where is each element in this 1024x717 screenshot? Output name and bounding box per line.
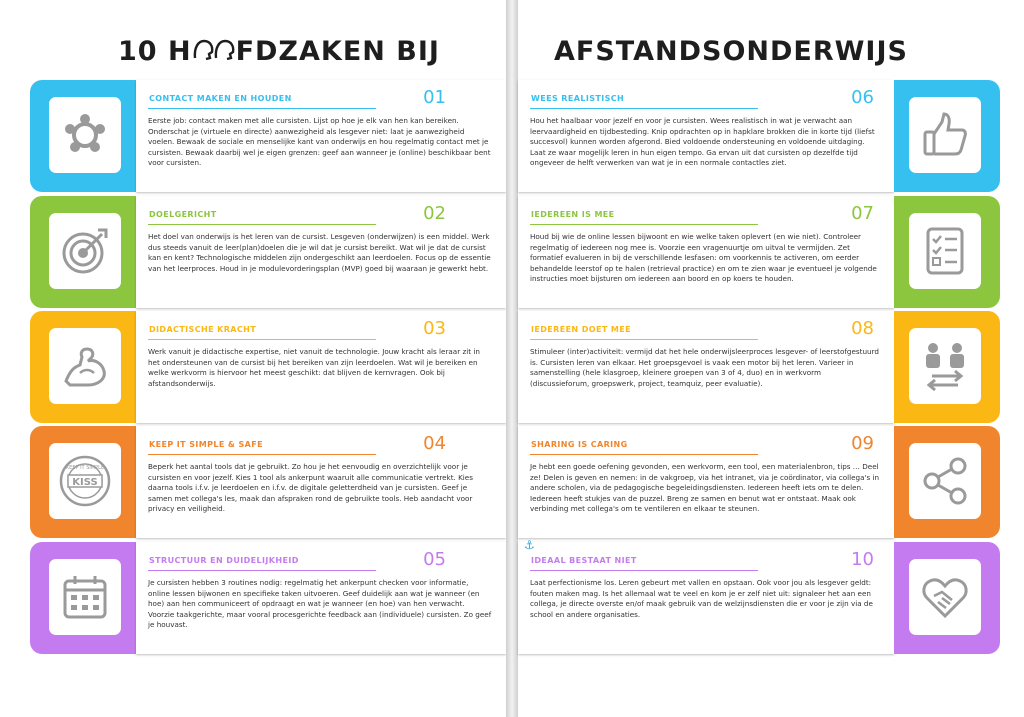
card-heading: IEDEREEN IS MEE: [531, 210, 615, 219]
card-04: [30, 426, 506, 538]
card-text: Je hebt een goede oefening gevonden, een werkvorm, een tool, een materialenbron, tips … Deel ze! Delen is geven en nemen: in de vakgroep, via het intranet, via je coördinator, via collega's in andere scholen, via de pedagogische begeleidingsdiensten. Iedereen heeft iets om te delen. Iedereen heeft stukjes van de puzzel. Breng ze samen en benut wat er ontstaat. Maak ook verbinding met collega's om te ventileren en elkaar te steunen.: [530, 462, 880, 514]
card-08: [518, 311, 1000, 423]
card-tab: [894, 542, 1000, 654]
card-body: [518, 311, 894, 423]
card-heading: STRUCTUUR EN DUIDELIJKHEID: [149, 556, 299, 565]
card-tab: [894, 311, 1000, 423]
card-10: [518, 542, 1000, 654]
card-text: Het doel van onderwijs is het leren van de cursist. Lesgeven (onderwijzen) is een middel. Werk dus steeds vanuit de leer(plan)doelen die je wil dat je cursist bereikt. Wat wil je dat de cursist kan en kent? Technologische middelen zijn ondergeschikt aan leerdoelen. Focus op de essentie van het leerproces. Houd in je modulevorderingsplan (MVP) goed bij waaraan je gewerkt hebt.: [148, 232, 491, 273]
card-09: [518, 426, 1000, 538]
card-body: [136, 426, 506, 538]
card-heading: CONTACT MAKEN EN HOUDEN: [149, 94, 292, 103]
card-body: [518, 196, 894, 308]
card-body: [136, 196, 506, 308]
card-body: [518, 80, 894, 192]
card-02: [30, 196, 506, 308]
share-icon: [909, 443, 981, 519]
card-number: 02: [423, 203, 446, 224]
heading-underline: [148, 339, 376, 340]
title-left: 10 H FDZAKEN BIJ: [118, 36, 440, 67]
card-tab: [894, 80, 1000, 192]
two-heads-icon: [192, 36, 236, 64]
card-number: 05: [423, 549, 446, 570]
card-01: [30, 80, 506, 192]
heading-underline: [148, 454, 376, 455]
card-number: 04: [423, 433, 446, 454]
card-body: [136, 80, 506, 192]
card-text: Hou het haalbaar voor jezelf en voor je cursisten. Wees realistisch in wat je verwacht aan leervaardigheid en tijdbesteding. Knip opdrachten op in hapklare brokken die in korte tijd (liefst succesvol) kunnen worden afgerond. Bied voldoende ondersteuning en voldoende uitdaging. Laat ze waar mogelijk leren in hun eigen tempo. Ga ervan uit dat cursisten op dezelfde tijd ongeveer de helft verwerken van wat je in een normale contactles ziet.: [530, 116, 875, 168]
card-tab: [30, 426, 136, 538]
card-tab: [30, 80, 136, 192]
card-tab: [30, 542, 136, 654]
card-text: Eerste job: contact maken met alle cursisten. Lijst op hoe je elk van hen kan bereiken. Onderschat je (virtuele en directe) aanwezigheid als lesgever niet: laat je aanwezigheid voelen. Bewaak de sociale en menselijke kant van onderwijs en hou regelmatig contact met je cursisten. Bewaak daarbij wel je eigen grenzen: geef aan wanneer je (online) beschikbaar bent voor cursisten.: [148, 116, 491, 168]
card-05: [30, 542, 506, 654]
book-gutter: [506, 0, 518, 717]
checklist-icon: [909, 213, 981, 289]
title-right: AFSTANDSONDERWIJS: [554, 36, 908, 67]
heading-underline: [530, 224, 758, 225]
card-06: [518, 80, 1000, 192]
card-number: 10: [851, 549, 874, 570]
card-heading: WEES REALISTISCH: [531, 94, 625, 103]
card-tab: [30, 196, 136, 308]
card-tab: [894, 426, 1000, 538]
card-tab: [894, 196, 1000, 308]
heading-underline: [530, 339, 758, 340]
card-heading: IEDEREEN DOET MEE: [531, 325, 631, 334]
card-tab: [30, 311, 136, 423]
card-body: [518, 542, 894, 654]
heading-underline: [148, 570, 376, 571]
card-text: Houd bij wie de online lessen bijwoont en wie welke taken oplevert (en wie niet). Controleer regelmatig of iedereen nog mee is. Voorzie een vragenuurtje om uitval te vermijden. Zet formatief evalueren in bij de verschillende lesfasen: om voorkennis te activeren, om eerder behandelde leerstof op te halen (retrieval practice) en om te zien waar je eventueel je volgende instructies moet bijsturen om iedereen aan boord en op koers te houden.: [530, 232, 877, 284]
card-number: 01: [423, 87, 446, 108]
card-heading: SHARING IS CARING: [531, 440, 628, 449]
card-number: 09: [851, 433, 874, 454]
heading-underline: [148, 224, 376, 225]
thumbs-up-icon: [909, 97, 981, 173]
kiss-stamp-icon: [49, 443, 121, 519]
right-page: [518, 0, 1024, 717]
card-heading: DIDACTISCHE KRACHT: [149, 325, 257, 334]
heart-hands-icon: [909, 559, 981, 635]
flexed-arm-icon: [49, 328, 121, 404]
card-body: [136, 542, 506, 654]
exchange-people-icon: [909, 328, 981, 404]
heading-underline: [530, 570, 758, 571]
card-number: 07: [851, 203, 874, 224]
card-text: Werk vanuit je didactische expertise, niet vanuit de technologie. Jouw kracht als leraar zit in het ondersteunen van de cursist bij het bereiken van zijn leerdoelen. Wat wil je bereiken en welke werkvorm is hiervoor het meest geschikt: dat blijven de kernvragen. Ook bij afstandsonderwijs.: [148, 347, 480, 388]
card-heading: IDEAAL BESTAAT NIET: [531, 556, 637, 565]
target-icon: [49, 213, 121, 289]
card-text: Stimuleer (inter)activiteit: vermijd dat het hele onderwijsleerproces lesgever- of leerstofgestuurd is. Cursisten leren van elkaar. Het groepsgevoel is vaak een motor bij het leren. Varieer in samenstelling (hele klasgroep, kleinere groepen van 3 of 4, duo) en in werkvorm (discussieforum, groepswerk, project, teamquiz, peer evaluatie).: [530, 347, 879, 388]
card-text: Je cursisten hebben 3 routines nodig: regelmatig het ankerpunt checken voor informatie, online lessen bijwonen en specifieke taken uitvoeren. Geef duidelijk aan wat je wanneer (en hoe) aan hen communiceert of opdraagt en wat je wanneer (en hoe) van hen verwacht. Voorzie taakgerichte, maar vooral procesgerichte feedback aan (individuele) cursisten. Zo geef je houvast.: [148, 578, 492, 630]
heading-underline: [530, 108, 758, 109]
left-page: [0, 0, 506, 717]
card-07: [518, 196, 1000, 308]
svg-text:KISS: KISS: [72, 477, 98, 488]
card-03: [30, 311, 506, 423]
card-heading: KEEP IT SIMPLE & SAFE: [149, 440, 263, 449]
card-body: [136, 311, 506, 423]
card-body: [518, 426, 894, 538]
anchor-icon: ⚓: [524, 538, 535, 552]
card-heading: DOELGERICHT: [149, 210, 217, 219]
people-circle-icon: [49, 97, 121, 173]
heading-underline: [148, 108, 376, 109]
card-number: 06: [851, 87, 874, 108]
heading-underline: [530, 454, 758, 455]
card-number: 03: [423, 318, 446, 339]
card-text: Laat perfectionisme los. Leren gebeurt met vallen en opstaan. Ook voor jou als lesgever geldt: fouten maken mag. Is het allemaal wat te veel en kom je er zelf niet uit: signaleer het aan een collega, je directe overste en/of maak gebruik van de welzijnsdiensten die er voor je zijn via de school en andere organisaties.: [530, 578, 873, 619]
card-number: 08: [851, 318, 874, 339]
card-text: Beperk het aantal tools dat je gebruikt. Zo hou je het eenvoudig en overzichtelijk voor je cursisten en voor jezelf. Kies 1 tool als ankerpunt waaruit alle communicatie vertrekt. Kies daarna tools i.f.v. je leerdoelen en i.f.v. de digitale geletterdheid van je cursisten. Geef je samen met collega's les, maak dan afspraken rond de gebruikte tools. Heb aandacht voor privacy en veiligheid.: [148, 462, 473, 514]
svg-text:KEEP IT SIMPLE: KEEP IT SIMPLE: [65, 465, 105, 471]
calendar-icon: [49, 559, 121, 635]
